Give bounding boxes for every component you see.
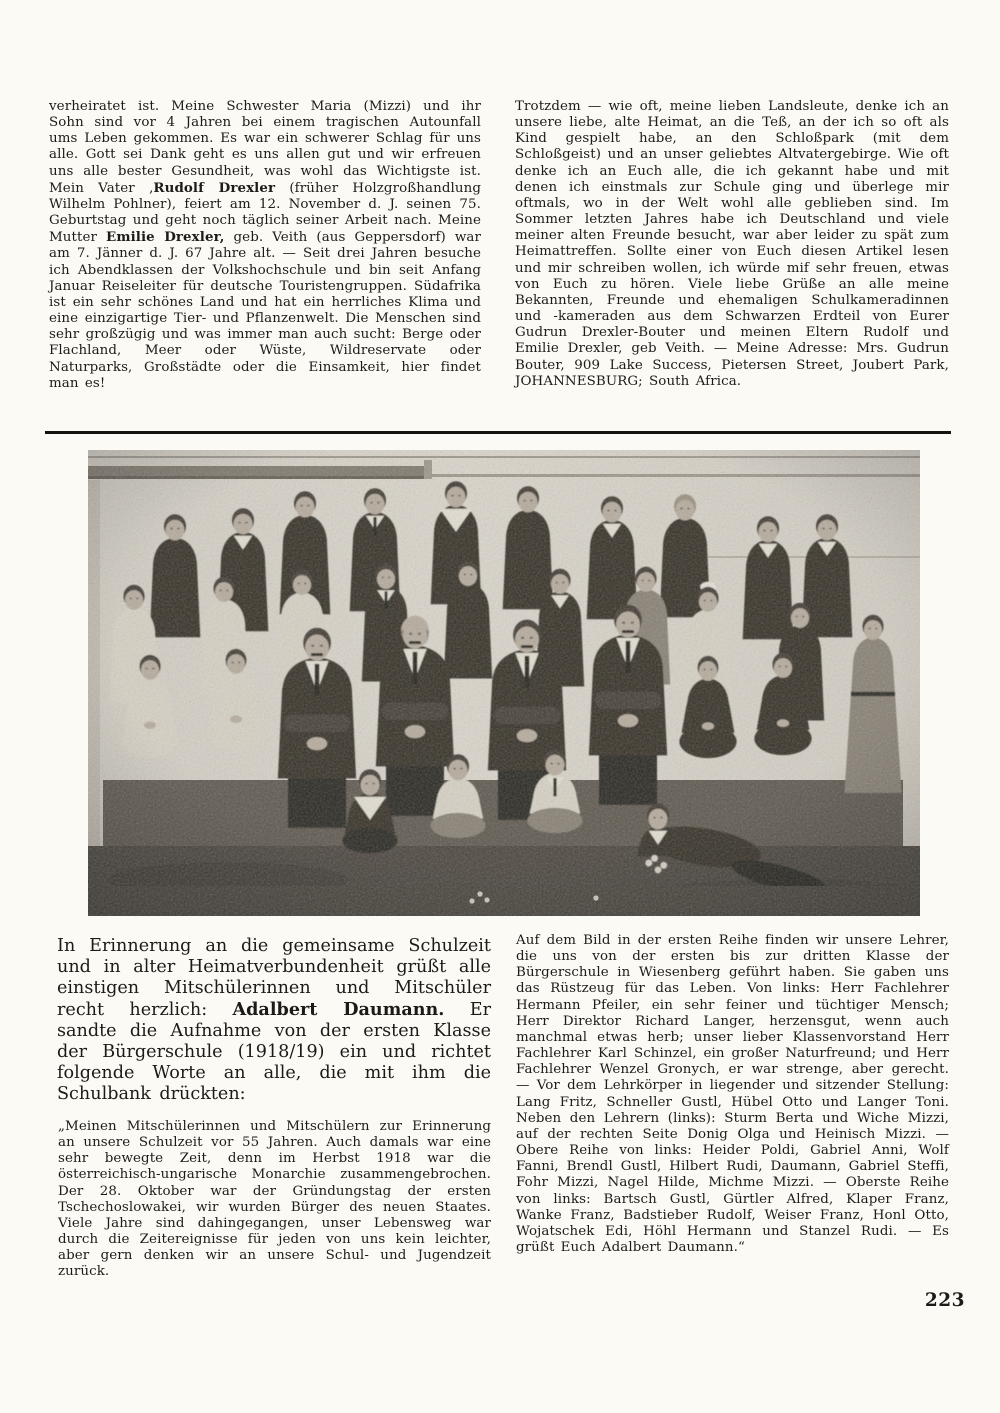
intro-column (57, 936, 491, 1105)
photo-caption-text: Auf dem Bild in der ersten Reihe finden wir unsere Lehrer, die uns von der ersten bis zur dritten Klasse der Bürgerschule in Wiesenberg geführt haben. Sie gaben uns das Rüstzeug für das Leben. Von links: Herr Fachlehrer Hermann Pfeiler, ein sehr feiner und tüchtiger Mensch; Herr Direktor Richard Langer, herzensgut, wenn auch manchmal etwas herb; unser lieber Klassenvorstand Herr Fachlehrer Karl Schinzel, ein großer Naturfreund; und Herr Fachlehrer Wenzel Gronych, er war strenge, aber gerecht. — Vor dem Lehrkörper in liegender und sitzender Stellung: Lang Fritz, Schneller Gustl, Hübel Otto und Langer Toni. Neben den Lehrern (links): Sturm Berta und Wiche Mizzi, auf der rechten Seite Donig Olga und Heinisch Mizzi. — Obere Reihe von links: Heider Poldi, Gabriel Anni, Wolf Fanni, Brendl Gustl, Hilbert Rudi, Daumann, Gabriel Steffi, Fohr Mizzi, Nagel Hilde, Michme Mizzi. — Oberste Reihe von links: Bartsch Gustl, Gürtler Alfred, Klaper Franz, Wanke Franz, Badstieber Rudolf, Weiser Franz, Honl Otto, Wojatschek Edi, Höhl Hermann und Stanzel Rudi. — Es grüßt Euch Adalbert Daumann.“ (516, 933, 949, 1255)
photo-caption-column (516, 933, 949, 1256)
intro-text: In Erinnerung an die gemeinsame Schulzeit und in alter Heimatverbundenheit grüßt alle einstigen Mitschülerinnen und Mitschüler recht herzlich: Adalbert Daumann. Er sandte die Aufnahme von der ersten Klasse der Bürgerschule (1918/19) ein und richtet folgende Worte an alle, die mit ihm die Schulbank drückten: (57, 936, 491, 1104)
class-photo (88, 450, 920, 916)
section-divider-rule (45, 431, 951, 434)
article-top-left-column (49, 99, 481, 392)
class-photo-svg (88, 450, 920, 916)
article-top-right-text: Trotzdem — wie oft, meine lieben Landsleute, denke ich an unsere liebe, alte Heimat, an die Teß, an der ich so oft als Kind gespielt habe, an den Schloßpark (mit dem Schloßgeist) und an unser geliebtes Altvatergebirge. Wie oft denke ich an Euch alle, die ich gekannt habe und mit denen ich einstmals zur Schule ging und überlege mir oftmals, wo in der Welt wohl alle geblieben sind. Im Sommer letzten Jahres habe ich Deutschland und viele meiner alten Freunde besucht, war aber leider zu spät zum Heimattreffen. Sollte einer von Euch diesen Artikel lesen und mir schreiben wollen, ich würde mif sehr freuen, etwas von Euch zu hören. Viele liebe Grüße an alle meine Bekannten, Freunde und ehemaligen Schulkameradinnen und -kameraden aus dem Schwarzen Erdteil von Eurer Gudrun Drexler-Bouter und meinen Eltern Rudolf und Emilie Drexler, geb Veith. — Meine Adresse: Mrs. Gudrun Bouter, 909 Lake Success, Pietersen Street, Joubert Park, JOHANNESBURG; South Africa. (515, 99, 949, 389)
article-top-right-column (515, 99, 949, 390)
page-number: 223 (924, 1290, 965, 1311)
quote-column (58, 1119, 491, 1281)
article-top-left-text: verheiratet ist. Meine Schwester Maria (Mizzi) und ihr Sohn sind vor 4 Jahren bei einem tragischen Autounfall ums Leben gekommen. Es war ein schwerer Schlag für uns alle. Gott sei Dank geht es uns allen gut und wir erfreuen uns alle bester Gesundheit, was wohl das Wichtigste ist. Mein Vater ‚Rudolf Drexler (früher Holzgroßhandlung Wilhelm Pohlner), feiert am 12. November d. J. seinen 75. Geburtstag und geht noch täglich seiner Arbeit nach. Meine Mutter Emilie Drexler, geb. Veith (aus Geppersdorf) war am 7. Jänner d. J. 67 Jahre alt. — Seit drei Jahren besuche ich Abendklassen der Volkshochschule und bin seit Anfang Januar Reiseleiter für deutsche Touristengruppen. Südafrika ist ein sehr schönes Land und hat ein herrliches Klima und eine einzigartige Tier- und Pflanzenwelt. Die Menschen sind sehr großzügig und was immer man auch sucht: Berge oder Flachland, Meer oder Wüste, Wildreservate oder Naturparks, Großstädte oder die Einsamkeit, hier findet man es! (49, 99, 481, 391)
quote-text: „Meinen Mitschülerinnen und Mitschülern zur Erinnerung an unsere Schulzeit vor 55 Jahren. Auch damals war eine sehr bewegte Zeit, denn im Herbst 1918 war die österreichisch-ungarische Monarchie zusammengebrochen. Der 28. Oktober war der Gründungstag der ersten Tschechoslowakei, wir wurden Bürger des neuen Staates. Viele Jahre sind dahingegangen, unser Lebensweg war durch die Zeitereignisse für jeden von uns kein leichter, aber gern denken wir an unsere Schul- und Jugendzeit zurück. (58, 1119, 491, 1280)
